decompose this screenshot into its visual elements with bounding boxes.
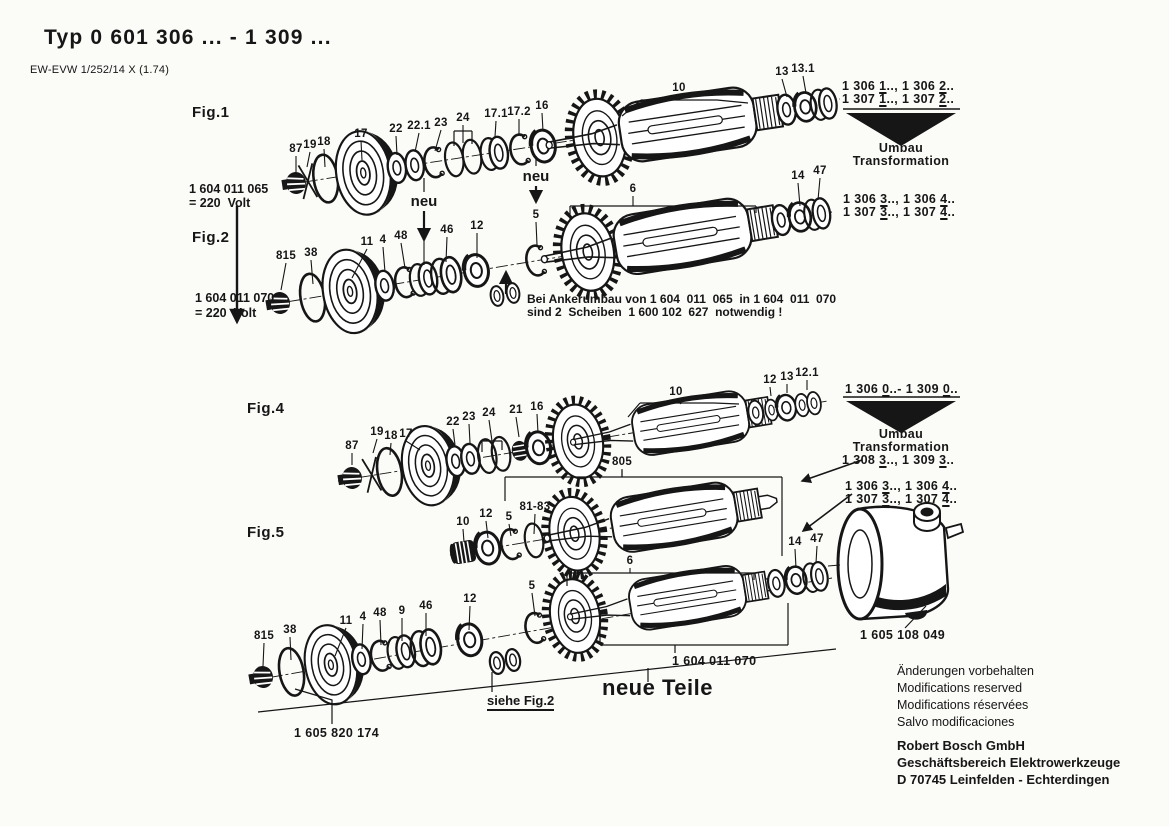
part-number-label: 5 [505,511,513,523]
legal-text-en: Modifications reserved [897,681,1023,695]
part-number-label: 13 [780,371,794,383]
part-number-label: 6 [629,183,637,195]
part-number-label: 24 [482,407,496,419]
part-number-label: 17.1 [484,108,508,120]
doc-code: EW-EVW 1/252/14 X (1.74) [30,64,170,76]
part-number-label: 12.1 [795,367,819,379]
umbau-triangles [843,109,960,433]
part-number-label: 805 [611,456,633,468]
part-number-label: 47 [813,165,827,177]
part-number-label: 10 [669,386,683,398]
part-number-label: 48 [394,230,408,242]
part-number-label: 16 [530,401,544,413]
part-number-label: 48 [373,607,387,619]
part-number-label: 22.1 [407,120,431,132]
voltage-label: = 220 Volt [189,196,251,210]
type-code: 1 308 3.., 1 309 3.. [842,453,955,467]
part-number-label: 19 [303,139,317,151]
part-number-label: 22 [389,123,403,135]
legal-text-es: Salvo modificaciones [897,715,1015,729]
page-title: Typ 0 601 306 ... - 1 309 ... [44,26,332,49]
figure-label-1: Fig.1 [192,104,230,121]
part-number-label: 87 [345,440,359,452]
neue-teile-label: neue Teile [602,675,713,700]
motor-housing-drawing [828,503,963,620]
part-number-label: 815 [275,250,297,262]
part-number-label: 21 [509,404,523,416]
type-code: 1 307 3.., 1 307 4.. [843,205,956,219]
part-number-label: 14 [788,536,802,548]
type-code: 1 306 0..- 1 309 0.. [845,382,958,396]
part-number-label: 81-83 [519,501,551,513]
part-number-label: 11 [339,615,353,627]
rework-note-line1: Bei Ankerumbau von 1 604 011 065 in 1 604 011 070 [527,292,837,306]
part-number-label: 12 [763,374,777,386]
part-number-label: 13.1 [791,63,815,75]
part-number-label: 5 [528,580,536,592]
part-number-label: 23 [434,117,448,129]
part-number-label: 6 [626,555,634,567]
part-number-label: 12 [479,508,493,520]
part-number-label: 18 [384,430,398,442]
type-code: 1 306 3.., 1 306 4.. [843,192,956,206]
type-code: 1 306 3.., 1 306 4.. [845,479,958,493]
type-code: 1 307 3.., 1 307 4.. [845,492,958,506]
umbau-label: Umbau [878,141,924,155]
company-address: D 70745 Leinfelden - Echterdingen [897,772,1110,787]
part-number-label: 815 [253,630,275,642]
company-name: Robert Bosch GmbH [897,738,1025,753]
part-number-label: 14 [791,170,805,182]
part-number-label: 4 [359,611,367,623]
fig2-extra-washers [489,272,521,307]
part-number-label: 11 [360,236,374,248]
part-number-label: 22 [446,416,460,428]
transformation-label: Transformation [852,154,950,168]
part-number-label: 17 [399,428,413,440]
umbau-label: Umbau [878,427,924,441]
part-number-label: 46 [440,224,454,236]
part-number-label: 4 [379,234,387,246]
part-number-label: 17.2 [507,106,531,118]
part-number-label: 16 [535,100,549,112]
legal-text-de: Änderungen vorbehalten [897,664,1034,678]
part-number-label: 23 [462,411,476,423]
figure-label-5: Fig.5 [247,524,285,541]
part-number-label: 24 [456,112,470,124]
part-number-label: 9 [420,228,428,240]
part-number-label: 5 [532,209,540,221]
part-number-label: 12 [470,220,484,232]
neu-label: neu [410,193,438,210]
part-number-label: 10 [672,82,686,94]
part-number-label: 47 [810,533,824,545]
part-number-label: 38 [283,624,297,636]
fig5-left-row [242,587,550,718]
part-number-label: 46 [419,600,433,612]
part-number-label: 12 [463,593,477,605]
bearing-flange-code: 1 605 820 174 [294,726,380,740]
armature-code-065: 1 604 011 065 [189,182,269,196]
part-number-label: 9 [398,605,406,617]
part-number-label: 10 [456,516,470,528]
part-number-label: 87 [289,143,303,155]
armature-code-070: 1 604 011 070 [195,291,275,305]
umbau-triangle-1 [846,113,956,146]
part-number-label: 19 [370,426,384,438]
part-number-label: 18 [317,136,331,148]
umbau-pointer-1 [802,460,862,481]
rework-note-line2: sind 2 Scheiben 1 600 102 627 notwendig ! [527,305,783,319]
siehe-fig2-ref: siehe Fig.2 [487,694,554,711]
type-code: 1 306 1.., 1 306 2.. [842,79,955,93]
figure-label-4: Fig.4 [247,400,285,417]
legal-text-fr: Modifications réservées [897,698,1029,712]
part-number-label: 17 [354,128,368,140]
umbau-triangle-2 [846,401,956,433]
neu-label: neu [522,168,550,185]
housing-code: 1 605 108 049 [860,628,946,642]
fig5-extra-washers [488,648,522,675]
armature-code-070: 1 604 011 070 [672,654,757,668]
transformation-label: Transformation [852,440,950,454]
company-division: Geschäftsbereich Elektrowerkzeuge [897,755,1121,770]
part-number-label: 13 [775,66,789,78]
type-code: 1 307 1.., 1 307 2.. [842,92,955,106]
voltage-label: = 220 Volt [195,306,257,320]
figure-label-2: Fig.2 [192,229,230,246]
part-number-label: 38 [304,247,318,259]
